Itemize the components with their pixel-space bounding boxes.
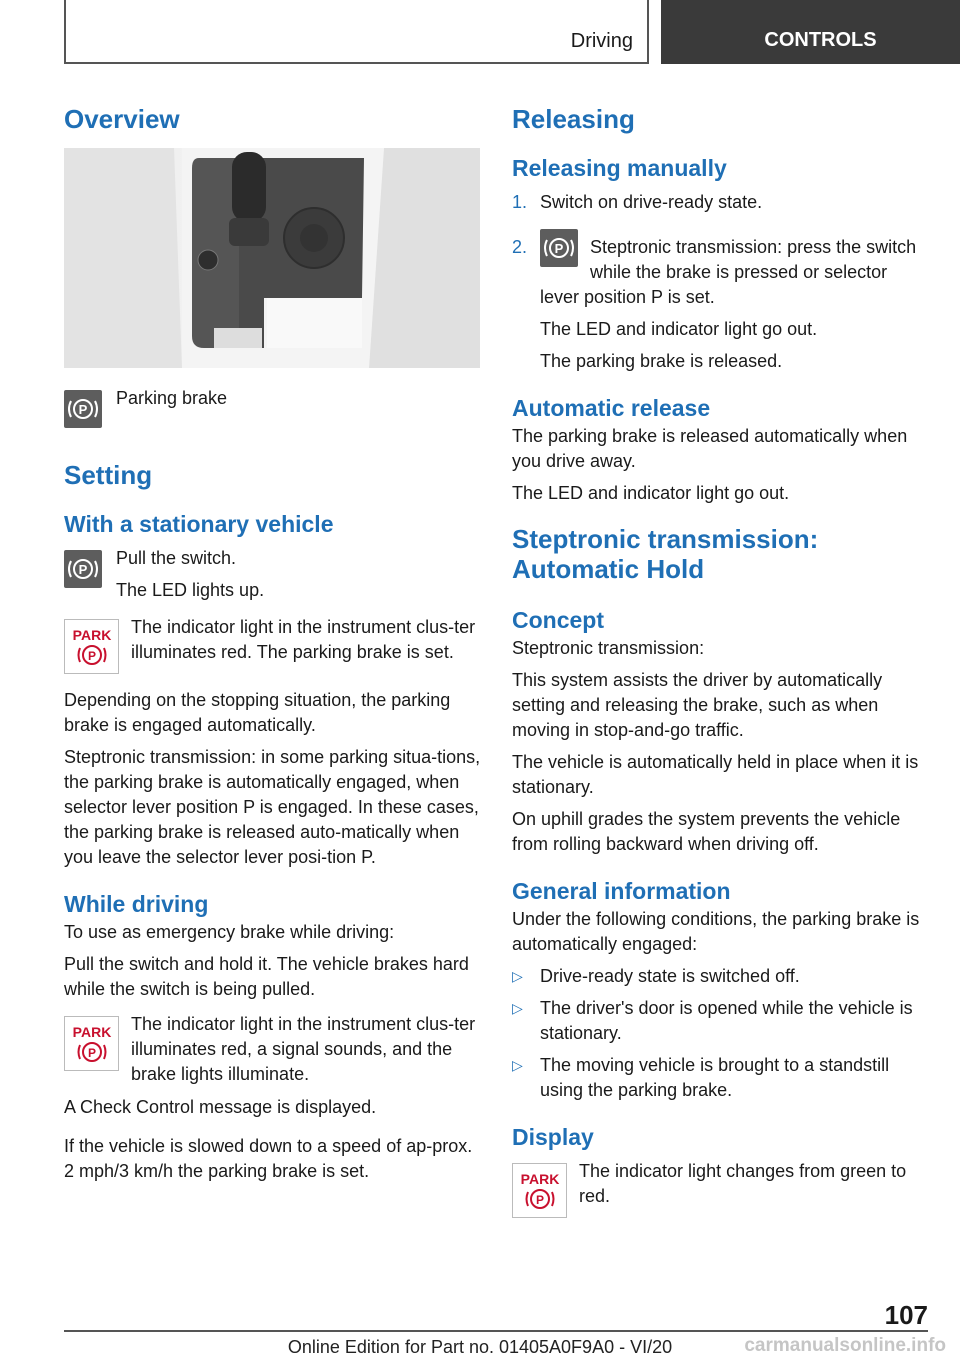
driving-indicator-row: [64, 1012, 482, 1087]
svg-text:P: P: [87, 648, 96, 663]
bullet-item: [512, 996, 928, 1046]
park-indicator-icon: [64, 619, 119, 674]
park-indicator-icon: [64, 1016, 119, 1071]
svg-text:P: P: [535, 1192, 544, 1207]
parking-brake-caption: Parking brake: [116, 388, 228, 408]
automatic-release-heading: Automatic release: [512, 395, 711, 421]
footer-watermark: carmanualsonline.info: [744, 1335, 946, 1356]
svg-text:P: P: [554, 241, 564, 256]
releasing-heading: Releasing: [512, 104, 635, 134]
setting-heading: Setting: [64, 460, 153, 490]
left-column: [64, 100, 482, 1184]
stationary-step-pull: Pull the switch.: [116, 548, 237, 568]
stationary-steptronic: Steptronic transmission: in some parking situa-tions, the parking brake is automatically engaged, when selector lever position P is engaged. In these cases, the parking brake is released auto-matically when you leave the selector lever posi-tion P.: [64, 747, 481, 867]
bullet-text: The driver's door is opened while the vehicle is stationary.: [540, 998, 913, 1043]
concept-assist: This system assists the driver by automatically setting and releasing the brake, such as when moving in stop-and-go traffic.: [512, 670, 883, 740]
svg-text:PARK: PARK: [72, 1023, 111, 1040]
driving-pull-hold: Pull the switch and hold it. The vehicle brakes hard while the switch is being pulled.: [64, 954, 469, 999]
stationary-indicator-text: The indicator light in the instrument clus-ter illuminates red. The parking brake is set.: [131, 617, 476, 662]
bullet-item: [512, 964, 928, 989]
concept-steptronic: Steptronic transmission:: [512, 638, 705, 658]
stationary-auto-engage: Depending on the stopping situation, the parking brake is engaged automatically.: [64, 690, 451, 735]
release-step-2: [512, 229, 928, 374]
display-heading: Display: [512, 1124, 594, 1150]
svg-text:P: P: [78, 562, 88, 577]
header-section: Driving: [570, 30, 633, 52]
automatic-hold-heading-line2: Automatic Hold: [512, 554, 705, 584]
release-step-1: [512, 190, 928, 215]
stationary-heading: With a stationary vehicle: [64, 511, 334, 537]
concept-uphill: On uphill grades the system prevents the vehicle from rolling backward when driving off.: [512, 809, 901, 854]
center-console-photo: [64, 148, 480, 368]
driving-emergency: To use as emergency brake while driving:: [64, 922, 395, 942]
display-indicator-text: The indicator light changes from green to red.: [579, 1161, 907, 1206]
park-indicator-icon: [512, 1163, 567, 1218]
bullet-text: The moving vehicle is brought to a standstill using the parking brake.: [540, 1055, 890, 1100]
releasing-manually-heading: Releasing manually: [512, 155, 727, 181]
bullet-item: [512, 1053, 928, 1103]
general-info-heading: General information: [512, 878, 731, 904]
step-note-released: The parking brake is released.: [540, 351, 783, 371]
right-column: [512, 100, 928, 1218]
step-number: 2.: [512, 237, 528, 257]
driving-slowed: If the vehicle is slowed down to a speed of ap-prox. 2 mph/3 km/h the parking brake is set.: [64, 1136, 473, 1181]
parking-brake-switch-icon: [540, 229, 578, 267]
display-indicator-row: [512, 1159, 928, 1218]
concept-heading: Concept: [512, 607, 604, 633]
auto-release-text: The parking brake is released automatically when you drive away.: [512, 426, 908, 471]
while-driving-heading: While driving: [64, 891, 209, 917]
stationary-switch-row: [64, 546, 482, 603]
auto-release-led: The LED and indicator light go out.: [512, 483, 790, 503]
step-text: Switch on drive-ready state.: [540, 192, 763, 212]
automatic-hold-heading-line1: Steptronic transmission:: [512, 524, 819, 554]
step-note-led: The LED and indicator light go out.: [540, 319, 818, 339]
stationary-indicator-row: [64, 619, 482, 674]
triangle-bullet-icon: ▷: [512, 968, 523, 984]
header-frame: [64, 0, 649, 64]
driving-check-control: A Check Control message is displayed.: [64, 1097, 377, 1117]
page-number: 107: [884, 1300, 928, 1330]
triangle-bullet-icon: ▷: [512, 1057, 523, 1073]
overview-heading: Overview: [64, 104, 180, 134]
stationary-step-led: The LED lights up.: [116, 580, 265, 600]
general-info-text: Under the following conditions, the parking brake is automatically engaged:: [512, 909, 920, 954]
header-chapter: [661, 0, 960, 64]
parking-brake-caption-row: [64, 390, 482, 428]
svg-text:P: P: [87, 1045, 96, 1060]
footer-edition: Online Edition for Part no. 01405A0F9A0 - VI/20: [287, 1337, 673, 1357]
step-number: 1.: [512, 192, 528, 212]
triangle-bullet-icon: ▷: [512, 1000, 523, 1016]
svg-text:PARK: PARK: [520, 1170, 559, 1187]
bullet-text: Drive-ready state is switched off.: [540, 966, 800, 986]
console-illustration: [64, 148, 480, 368]
header-chapter-label: CONTROLS: [764, 29, 877, 51]
driving-indicator-text: The indicator light in the instrument clus-ter illuminates red, a signal sounds, and the brake lights illuminate.: [131, 1014, 476, 1084]
parking-brake-switch-icon: [64, 390, 102, 428]
step-text: Steptronic transmission: press the switch while the brake is pressed or selector lever position P is set.: [540, 237, 917, 307]
concept-held: The vehicle is automatically held in place when it is stationary.: [512, 752, 919, 797]
footer-divider: [64, 1330, 928, 1332]
automatic-hold-heading: [512, 524, 928, 584]
svg-text:PARK: PARK: [72, 626, 111, 643]
parking-brake-switch-icon: [64, 550, 102, 588]
svg-text:P: P: [78, 402, 88, 417]
